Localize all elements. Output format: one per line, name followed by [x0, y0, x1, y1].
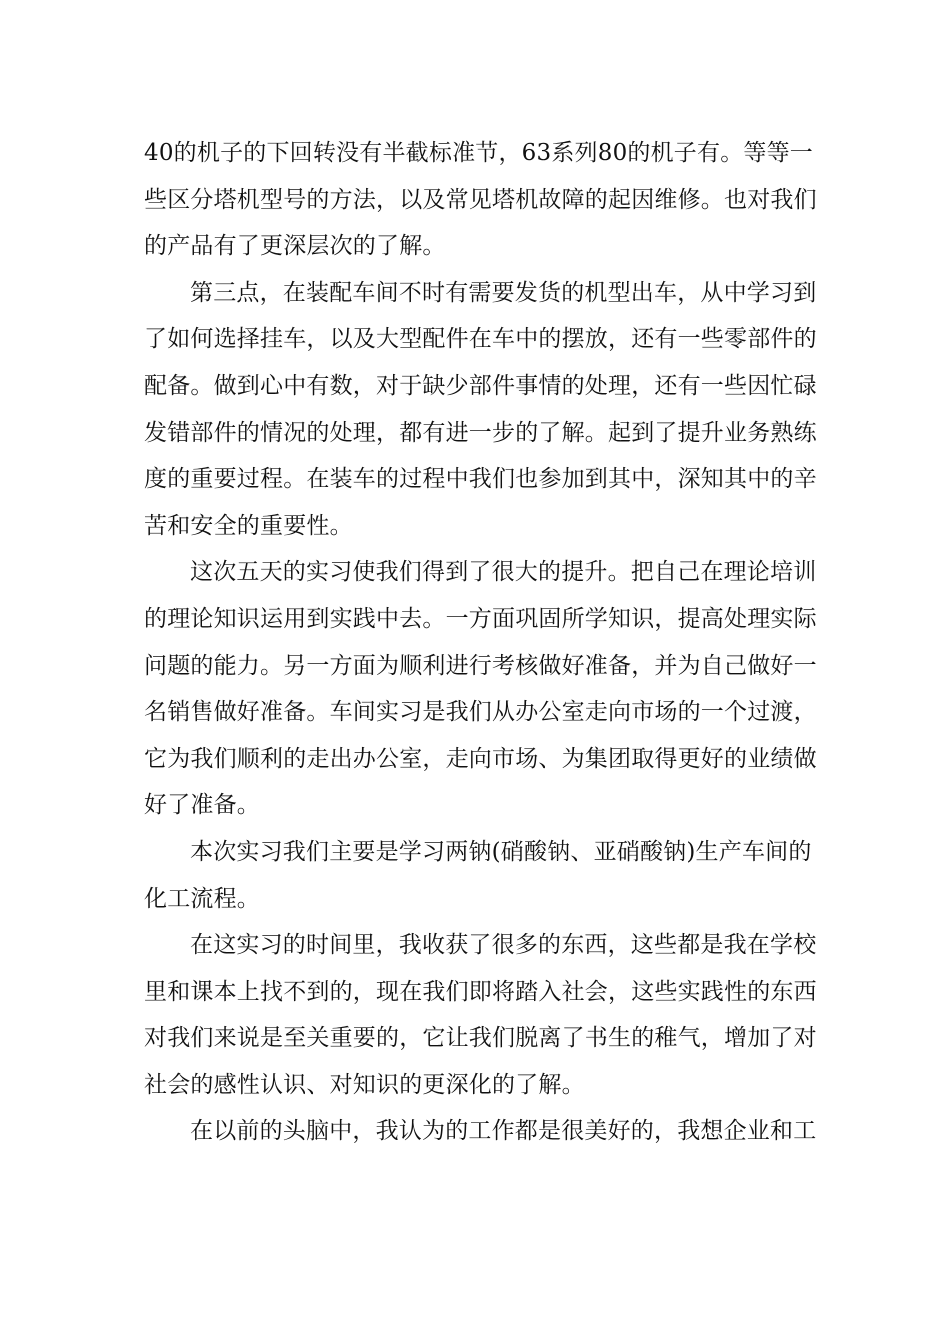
text-line: 里和课本上找不到的，现在我们即将踏入社会，这些实践性的东西: [144, 978, 817, 1005]
text-line: 些区分塔机型号的方法，以及常见塔机故障的起因维修。也对我们: [144, 186, 817, 213]
text-line: 发错部件的情况的处理，都有进一步的了解。起到了提升业务熟练: [144, 419, 817, 446]
text-line: 第三点，在装配车间不时有需要发货的机型出车，从中学习到: [190, 279, 817, 306]
text-line: 了如何选择挂车，以及大型配件在车中的摆放，还有一些零部件的: [144, 326, 817, 353]
text-line: 好了准备。: [144, 792, 260, 819]
text-line: 社会的感性认识、对知识的更深化的了解。: [144, 1071, 585, 1098]
paragraph-3: [144, 549, 817, 829]
text-line: 苦和安全的重要性。: [144, 512, 353, 539]
text-line: 问题的能力。另一方面为顺利进行考核做好准备，并为自己做好一: [144, 652, 817, 679]
text-line: 的产品有了更深层次的了解。: [144, 233, 446, 260]
text-line: 本次实习我们主要是学习两钠(硝酸钠、亚硝酸钠)生产车间的: [190, 838, 812, 865]
paragraph-4: [144, 829, 810, 922]
paragraph-6: [144, 1108, 817, 1155]
paragraph-1: [144, 130, 817, 270]
text-line: 它为我们顺利的走出办公室，走向市场、为集团取得更好的业绩做: [144, 745, 817, 772]
paragraph-5: [144, 922, 817, 1108]
paragraph-2: [144, 270, 817, 550]
text-line: 这次五天的实习使我们得到了很大的提升。把自己在理论培训: [190, 559, 817, 586]
text-line: 度的重要过程。在装车的过程中我们也参加到其中，深知其中的辛: [144, 466, 817, 493]
text-line: 名销售做好准备。车间实习是我们从办公室走向市场的一个过渡，: [144, 699, 817, 726]
text-line: 配备。做到心中有数，对于缺少部件事情的处理，还有一些因忙碌: [144, 372, 817, 399]
text-line: 在以前的头脑中，我认为的工作都是很美好的，我想企业和工: [190, 1118, 817, 1145]
text-line: 在这实习的时间里，我收获了很多的东西，这些都是我在学校: [190, 932, 817, 959]
text-line: 40的机子的下回转没有半截标准节，63系列80的机子有。等等一: [144, 140, 813, 166]
text-line: 的理论知识运用到实践中去。一方面巩固所学知识，提高处理实际: [144, 605, 817, 632]
text-line: 化工流程。: [144, 885, 260, 912]
document-body: [144, 130, 817, 1155]
text-line: 对我们来说是至关重要的，它让我们脱离了书生的稚气，增加了对: [144, 1025, 817, 1052]
